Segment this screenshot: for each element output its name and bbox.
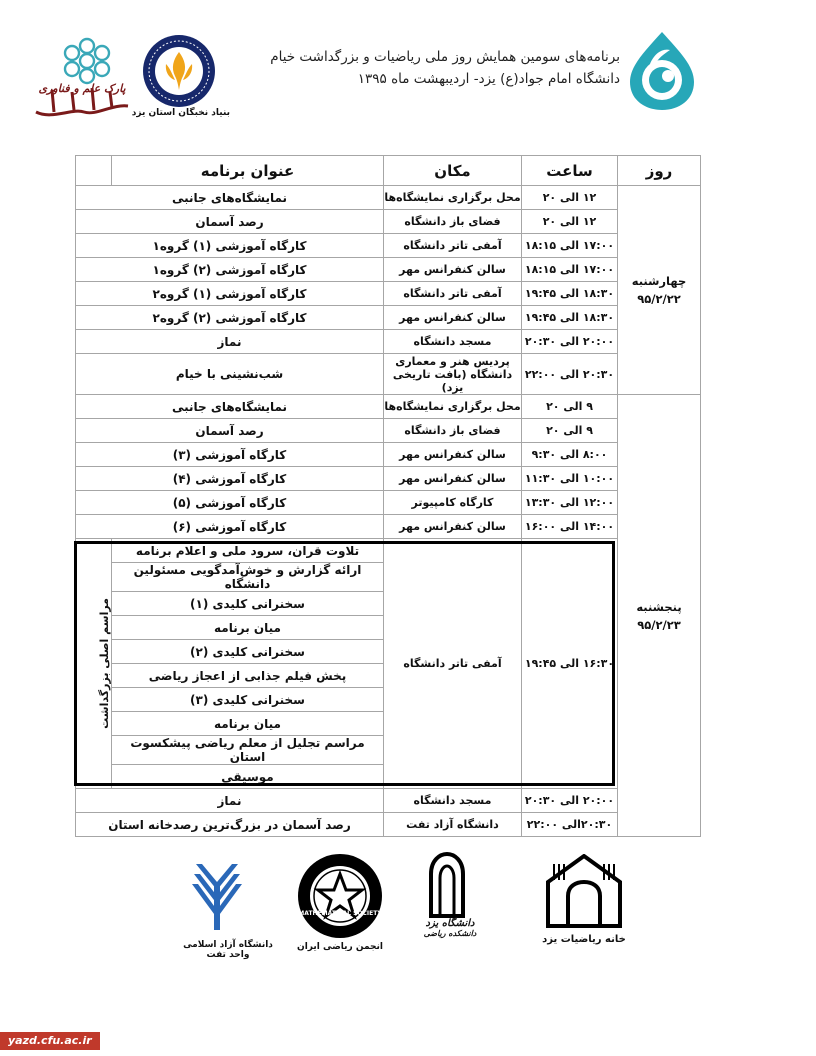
time-cell: ۱۷:۰۰ الی ۱۸:۱۵ (522, 258, 618, 282)
ceremony-item: ارائه گزارش و خوش‌آمدگویی مسئولین دانشگاه (112, 563, 384, 592)
time-cell: ۲۰:۰۰ الی ۲۰:۳۰ (522, 789, 618, 813)
time-cell: ۲۰:۳۰ الی ۲۲:۰۰ (522, 354, 618, 395)
ceremony-place-cell: آمفی تاتر دانشگاه (384, 539, 522, 789)
time-cell: ۹ الی ۲۰ (522, 419, 618, 443)
yazd-caption (414, 918, 486, 938)
header-day: روز (618, 156, 701, 186)
title-cell: کارگاه آموزشی (۳) (76, 443, 384, 467)
place-cell: فضای باز دانشگاه (384, 419, 522, 443)
place-cell: دانشگاه آزاد تفت (384, 813, 522, 837)
ims-ring-text: MATHEMATICAL SOCIETY (298, 910, 382, 917)
time-cell: ۸:۰۰ الی ۹:۳۰ (522, 443, 618, 467)
title-cell: کارگاه آموزشی (۱) گروه۱ (76, 234, 384, 258)
ceremony-item: پخش فیلم جذابی از اعجاز ریاضی (112, 664, 384, 688)
time-cell: ۱۸:۳۰ الی ۱۹:۴۵ (522, 282, 618, 306)
place-cell: محل برگزاری نمایشگاه‌ها (384, 395, 522, 419)
ceremony-label: مراسم اصلی بزرگداشت (98, 598, 111, 729)
table-row (76, 789, 701, 813)
day-name: چهارشنبه (631, 274, 687, 288)
math-house-logo (546, 854, 622, 928)
table-row (76, 813, 701, 837)
title-cell: کارگاه آموزشی (۲) گروه۱ (76, 258, 384, 282)
place-cell: سالن کنفرانس مهر (384, 443, 522, 467)
title-cell: کارگاه آموزشی (۱) گروه۲ (76, 282, 384, 306)
header-title: عنوان برنامه (112, 156, 384, 186)
ceremony-time-cell: ۱۶:۳۰ الی ۱۹:۴۵ (522, 539, 618, 789)
title-cell: نمایشگاه‌های جانبی (76, 186, 384, 210)
azad-university-logo (192, 860, 242, 932)
title-cell: شب‌نشینی با خیام (76, 354, 384, 395)
table-row (76, 306, 701, 330)
time-cell: ۱۲:۰۰ الی ۱۳:۳۰ (522, 491, 618, 515)
table-row (76, 186, 701, 210)
header-line-1: برنامه‌های سومین همایش روز ملی ریاضیات و بزرگداشت خیام (270, 49, 620, 65)
math-house-caption: خانه ریاضیات یزد (542, 934, 626, 945)
title-cell: کارگاه آموزشی (۶) (76, 515, 384, 539)
header-place: مکان (384, 156, 522, 186)
science-park-flower-logo (62, 36, 112, 86)
ceremony-item: تلاوت قران، سرود ملی و اعلام برنامه (112, 539, 384, 563)
elites-foundation-caption: بنیاد نخبگان استان یزد (131, 108, 230, 118)
ceremony-item: میان برنامه (112, 616, 384, 640)
place-cell: آمفی تاتر دانشگاه (384, 282, 522, 306)
place-cell: سالن کنفرانس مهر (384, 306, 522, 330)
table-row (76, 282, 701, 306)
header-line-2: دانشگاه امام جواد(ع) یزد- اردیبهشت ماه ۱۳۹۵ (357, 71, 620, 87)
science-park-caption: پارک علم و فناوری (38, 82, 126, 95)
time-cell: ۱۸:۳۰ الی ۱۹:۴۵ (522, 306, 618, 330)
science-park-calligraphy (32, 82, 132, 122)
time-cell: ۲۰:۰۰ الی ۲۰:۳۰ (522, 330, 618, 354)
ims-caption: انجمن ریاضی ایران (297, 942, 383, 952)
yazd-university-logo (428, 852, 466, 918)
table-header-row (76, 156, 701, 186)
title-cell: نمایشگاه‌های جانبی (76, 395, 384, 419)
place-cell: سالن کنفرانس مهر (384, 515, 522, 539)
place-cell: فضای باز دانشگاه (384, 210, 522, 234)
place-cell: کارگاه کامپیوتر (384, 491, 522, 515)
day-date: ۹۵/۲/۲۲ (637, 292, 681, 306)
table-row (76, 515, 701, 539)
title-cell: کارگاه آموزشی (۴) (76, 467, 384, 491)
title-cell: کارگاه آموزشی (۵) (76, 491, 384, 515)
table-row (76, 210, 701, 234)
table-row (76, 419, 701, 443)
azad-caption (178, 940, 278, 960)
table-row (76, 234, 701, 258)
header-time: ساعت (522, 156, 618, 186)
elites-foundation-logo (142, 34, 216, 108)
azad-caption-line-2: واحد تفت (206, 950, 250, 960)
place-cell: مسجد دانشگاه (384, 789, 522, 813)
schedule-table (75, 155, 701, 837)
table-row (76, 395, 701, 419)
header-text (236, 46, 620, 90)
table-row (76, 330, 701, 354)
place-cell: محل برگزاری نمایشگاه‌ها (384, 186, 522, 210)
table-row (76, 258, 701, 282)
day-name: پنجشنبه (636, 599, 682, 614)
title-cell: نماز (76, 330, 384, 354)
day-cell (618, 186, 701, 395)
azad-caption-line-1: دانشگاه آزاد اسلامی (183, 940, 273, 950)
table-row (76, 467, 701, 491)
ceremony-row (76, 539, 701, 563)
ceremony-item: سخنرانی کلیدی (۱) (112, 592, 384, 616)
university-drop-logo (624, 30, 700, 110)
place-cell: سالن کنفرانس مهر (384, 467, 522, 491)
ceremony-item: سخنرانی کلیدی (۲) (112, 640, 384, 664)
place-cell: سالن کنفرانس مهر (384, 258, 522, 282)
time-cell: ۹ الی ۲۰ (522, 395, 618, 419)
title-cell: کارگاه آموزشی (۲) گروه۲ (76, 306, 384, 330)
site-url-tag[interactable]: yazd.cfu.ac.ir (0, 1032, 100, 1050)
title-cell: رصد آسمان در بزرگ‌ترین رصدخانه استان (76, 813, 384, 837)
ceremony-item: مراسم تجلیل از معلم ریاضی پیشکسوت استان (112, 736, 384, 765)
table-row (76, 443, 701, 467)
yazd-caption-line-1: دانشگاه یزد (425, 918, 475, 929)
ceremony-item: موسیقی (112, 765, 384, 789)
ceremony-item: میان برنامه (112, 712, 384, 736)
time-cell: ۱۲ الی ۲۰ (522, 210, 618, 234)
ceremony-item: سخنرانی کلیدی (۳) (112, 688, 384, 712)
place-cell: مسجد دانشگاه (384, 330, 522, 354)
place-cell: آمفی تاتر دانشگاه (384, 234, 522, 258)
header-blank (76, 156, 112, 186)
yazd-caption-line-2: دانشکده ریاضی (423, 929, 477, 938)
time-cell: ۱۲ الی ۲۰ (522, 186, 618, 210)
time-cell: ۱۷:۰۰ الی ۱۸:۱۵ (522, 234, 618, 258)
ceremony-label-cell (76, 539, 112, 789)
time-cell: ۱۰:۰۰ الی ۱۱:۳۰ (522, 467, 618, 491)
title-cell: نماز (76, 789, 384, 813)
title-cell: رصد آسمان (76, 210, 384, 234)
table-row (76, 354, 701, 395)
time-cell: ۲۰:۳۰الی ۲۲:۰۰ (522, 813, 618, 837)
title-cell: رصد آسمان (76, 419, 384, 443)
iranian-math-society-logo (296, 852, 384, 940)
day-date: ۹۵/۲/۲۳ (637, 617, 681, 632)
day-cell (618, 395, 701, 837)
place-cell: پردیس هنر و معماری دانشگاه (بافت تاریخی یزد) (384, 354, 522, 395)
table-row (76, 491, 701, 515)
time-cell: ۱۴:۰۰ الی ۱۶:۰۰ (522, 515, 618, 539)
